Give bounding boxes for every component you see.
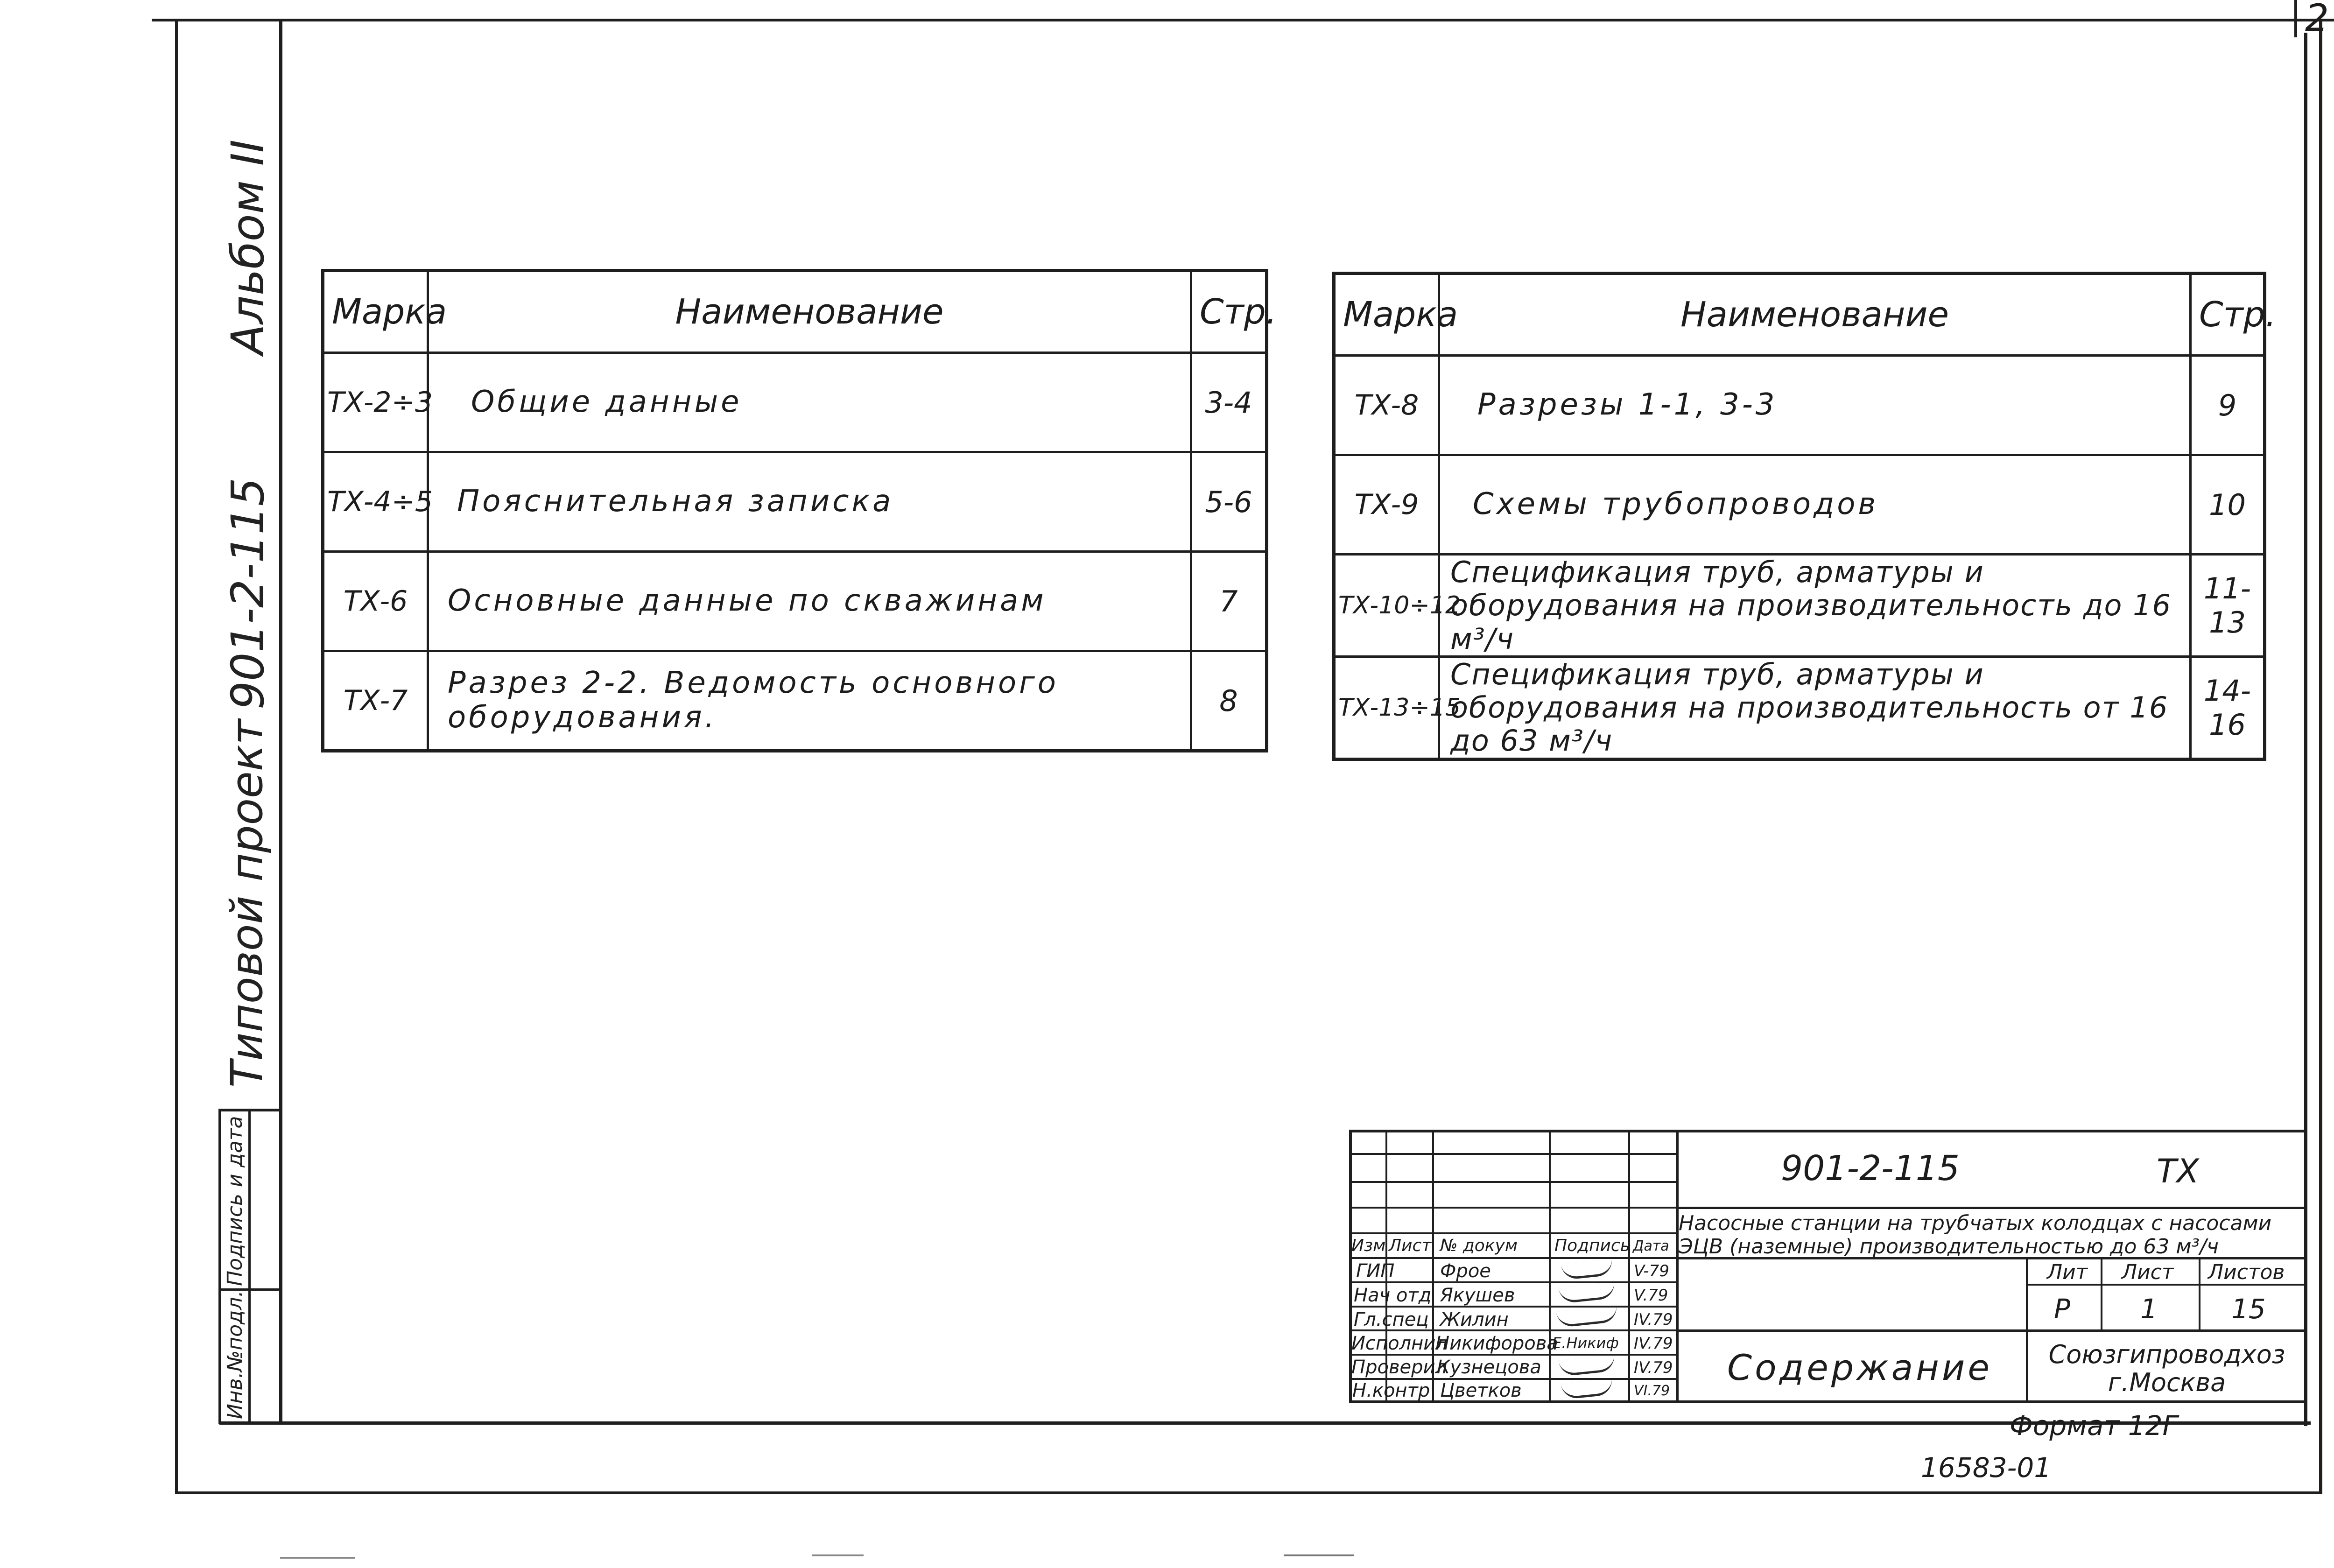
- stamp-row-line: [1349, 1181, 1676, 1183]
- header-mark: Марка: [323, 271, 428, 353]
- row-name: Разрезы 1-1, 3-3: [1439, 356, 2191, 455]
- person-date: V-79: [1634, 1262, 1669, 1280]
- frame-left-line: [175, 19, 178, 1494]
- stamp-row-line: [1349, 1232, 1676, 1234]
- signature-mark: [1561, 1378, 1613, 1399]
- stamp-row-line: [1349, 1153, 1676, 1155]
- row-mark: ТХ-6: [323, 552, 428, 651]
- person-date: VI.79: [1634, 1383, 1670, 1399]
- person-name: Цветков: [1440, 1380, 1522, 1401]
- header-mark: Марка: [1334, 274, 1439, 356]
- row-page: 11-13: [2191, 555, 2265, 657]
- row-page: 14-16: [2191, 656, 2265, 759]
- header-name: Наименование: [1439, 274, 2191, 356]
- row-mark: ТХ-8: [1334, 356, 1439, 455]
- stamp-col-line: [1628, 1130, 1630, 1403]
- header-page: Стр.: [2191, 274, 2265, 356]
- sheet-number-tick: [2294, 0, 2297, 37]
- sign-date-label: Подпись и дата: [223, 1116, 247, 1286]
- row-name: Пояснительная записка: [428, 452, 1191, 552]
- person-date: V.79: [1634, 1286, 1668, 1305]
- frame-bottom-line: [175, 1491, 2320, 1494]
- row-mark: ТХ-13÷15: [1334, 656, 1439, 759]
- person-role: Проверил: [1351, 1357, 1448, 1378]
- person-name: Якушев: [1440, 1285, 1515, 1306]
- stamp-header-signature: Подпись: [1554, 1236, 1630, 1255]
- signature-mark: [1558, 1282, 1616, 1304]
- signature-mark: [1558, 1355, 1616, 1377]
- table-row: [1334, 656, 2265, 759]
- stamp-header-date: Дата: [1633, 1238, 1669, 1254]
- signature-mark: [1556, 1305, 1618, 1328]
- person-role: ГИП: [1356, 1260, 1395, 1282]
- stamp-row-line: [1349, 1257, 1676, 1259]
- row-mark: ТХ-2÷3: [323, 353, 428, 452]
- stamp-header-sheet: Лист: [1389, 1236, 1432, 1255]
- row-name: Спецификация труб, арматуры и оборудования на производительность до 16 м³/ч: [1439, 555, 2191, 657]
- table-row: [323, 353, 1267, 452]
- row-mark: ТХ-4÷5: [323, 452, 428, 552]
- row-name: Основные данные по скважинам: [428, 552, 1191, 651]
- signature-mark: [1561, 1259, 1613, 1280]
- stamp-stage-vline: [2026, 1257, 2028, 1402]
- frame-top-line: [152, 19, 2334, 21]
- stamp-organization: Союзгипроводхоз г.Москва: [2048, 1340, 2285, 1397]
- person-role: Н.контр: [1352, 1380, 1430, 1401]
- person-date: IV.79: [1634, 1358, 1673, 1377]
- stamp-row-line: [1349, 1207, 1676, 1209]
- row-page: 8: [1191, 651, 1267, 751]
- stamp-stage-col: [2199, 1257, 2200, 1331]
- sheet-number: 2: [2305, 0, 2329, 40]
- table-row: [1334, 555, 2265, 657]
- table-row: [323, 651, 1267, 751]
- row-name: Схемы трубопроводов: [1439, 455, 2191, 555]
- stamp-mark: ТХ: [2157, 1152, 2199, 1190]
- inner-left-line: [279, 19, 282, 1424]
- inner-bottom-line: [219, 1421, 2311, 1425]
- stamp-header-docno: № докум: [1440, 1236, 1518, 1255]
- inner-right-line: [2304, 33, 2307, 1426]
- row-page: 3-4: [1191, 353, 1267, 452]
- table-row: [1334, 455, 2265, 555]
- person-role: Нач отд: [1354, 1285, 1432, 1306]
- person-name: Жилин: [1440, 1309, 1509, 1330]
- contents-header-row: [323, 271, 1267, 353]
- frame-right-line: [2319, 19, 2322, 1494]
- project-type-label: Типовой проект: [222, 719, 273, 1088]
- person-role: Гл.спец: [1354, 1309, 1429, 1330]
- archive-number: 16583-01: [1921, 1452, 2052, 1484]
- strip-box-mid: [248, 1109, 251, 1424]
- stamp-stage-col: [2101, 1257, 2102, 1331]
- scan-speck: [1284, 1554, 1354, 1556]
- header-page: Стр.: [1191, 271, 1267, 353]
- stamp-object-title: Насосные станции на трубчатых колодцах с насосами ЭЦВ (наземные) производительностью до 63 м³/ч: [1679, 1211, 2272, 1259]
- stamp-code-divider: [1676, 1207, 2306, 1209]
- contents-table-left: [321, 269, 1277, 752]
- stamp-top-line: [1349, 1130, 2306, 1132]
- row-mark: ТХ-7: [323, 651, 428, 751]
- scan-speck: [812, 1554, 864, 1556]
- stamp-sheet-header: Лист: [2122, 1260, 2174, 1284]
- person-date: IV.79: [1634, 1334, 1673, 1353]
- row-page: 5-6: [1191, 452, 1267, 552]
- row-mark: ТХ-10÷12: [1334, 555, 1439, 657]
- person-date: IV.79: [1634, 1310, 1673, 1329]
- person-name: Фрое: [1440, 1260, 1491, 1282]
- inventory-label: Инв.№подл.: [223, 1290, 247, 1419]
- project-code-vertical: 901-2-115: [222, 478, 274, 710]
- format-label: Формат 12Г: [2010, 1410, 2178, 1441]
- row-name: Разрез 2-2. Ведомость основного оборудования.: [428, 651, 1191, 751]
- stamp-stage: Р: [2054, 1293, 2070, 1325]
- person-name: Никифорова: [1435, 1333, 1558, 1354]
- stamp-header-change: Изм: [1351, 1236, 1386, 1255]
- header-name: Наименование: [428, 271, 1191, 353]
- row-mark: ТХ-9: [1334, 455, 1439, 555]
- row-page: 10: [2191, 455, 2265, 555]
- contents-table-right: [1332, 272, 2277, 761]
- person-name: Кузнецова: [1437, 1357, 1541, 1378]
- row-name: Общие данные: [428, 353, 1191, 452]
- row-page: 7: [1191, 552, 1267, 651]
- stamp-project-code: 901-2-115: [1781, 1148, 1960, 1188]
- album-label: Альбом II: [222, 139, 274, 355]
- stamp-col-line: [1549, 1130, 1551, 1403]
- stamp-row-line: [1349, 1281, 1676, 1283]
- table-row: [323, 452, 1267, 552]
- scan-speck: [280, 1557, 355, 1559]
- contents-header-row: [1334, 274, 2265, 356]
- person-signature-text: Е.Никиф: [1552, 1334, 1619, 1352]
- strip-box-left: [218, 1109, 221, 1424]
- stamp-sheet-title: Содержание: [1727, 1347, 1992, 1388]
- stamp-sheet: 1: [2140, 1293, 2158, 1325]
- stamp-stage-header: Лит: [2047, 1260, 2088, 1284]
- stamp-sheet-divider: [1676, 1329, 2306, 1332]
- row-page: 9: [2191, 356, 2265, 455]
- table-row: [1334, 356, 2265, 455]
- stamp-col-line: [1676, 1130, 1679, 1403]
- table-row: [323, 552, 1267, 651]
- stamp-sheets-header: Листов: [2208, 1260, 2285, 1284]
- row-name: Спецификация труб, арматуры и оборудования на производительность от 16 до 63 м³/ч: [1439, 656, 2191, 759]
- stamp-sheets-total: 15: [2231, 1293, 2266, 1325]
- person-role: Исполнил: [1351, 1333, 1448, 1354]
